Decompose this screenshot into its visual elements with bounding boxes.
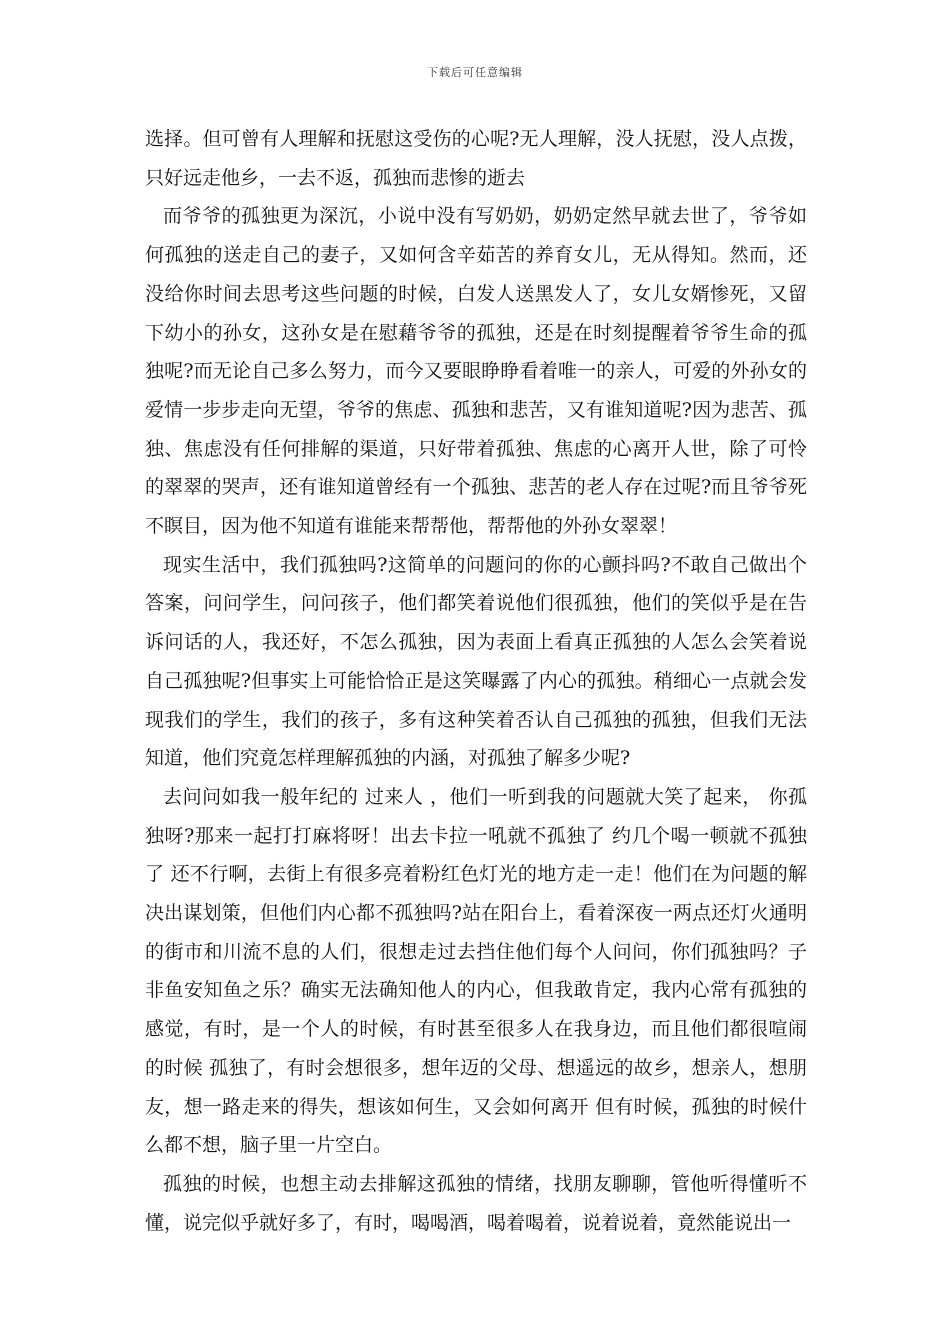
paragraph-5: 孤独的时候，也想主动去排解这孤独的情绪，找朋友聊聊，管他听得懂听不懂，说完似乎就好多了，有时，喝喝酒，喝着喝着，说着说着，竟然能说出一	[145, 1172, 807, 1234]
paragraph-3: 现实生活中，我们孤独吗?这简单的问题问的你的心颤抖吗?不敢自己做出个答案，问问学生，问问孩子，他们都笑着说他们很孤独，他们的笑似乎是在告诉问话的人，我还好，不怎么孤独，因为表面上看真正孤独的人怎么会笑着说自己孤独呢?但事实上可能恰恰正是这笑曝露了内心的孤独。稍细心一点就会发现我们的学生，我们的孩子，多有这种笑着否认自己孤独的孤独，但我们无法知道，他们究竟怎样理解孤独的内涵，对孤独了解多少呢?	[145, 553, 807, 770]
paragraph-2: 而爷爷的孤独更为深沉，小说中没有写奶奶，奶奶定然早就去世了，爷爷如何孤独的送走自己的妻子，又如何含辛茹苦的养育女儿，无从得知。然而，还没给你时间去思考这些问题的时候，白发人送黑发人了，女儿女婿惨死，又留下幼小的孙女，这孙女是在慰藉爷爷的孤独，还是在时刻提醒着爷爷生命的孤独呢?而无论自己多么努力，而今又要眼睁睁看着唯一的亲人，可爱的外孙女的爱情一步步走向无望，爷爷的焦虑、孤独和悲苦，又有谁知道呢?因为悲苦、孤独、焦虑没有任何排解的渠道，只好带着孤独、焦虑的心离开人世，除了可怜的翠翠的哭声，还有谁知道曾经有一个孤独、悲苦的老人存在过呢?而且爷爷死不瞑目，因为他不知道有谁能来帮帮他，帮帮他的外孙女翠翠！	[145, 205, 807, 538]
page-header: 下载后可任意编辑	[427, 66, 523, 79]
paragraph-1: 选择。但可曾有人理解和抚慰这受伤的心呢?无人理解，没人抚慰，没人点拨，只好远走他乡，一去不返，孤独而悲惨的逝去	[145, 128, 807, 189]
body-text	[145, 120, 807, 1242]
paragraph-4: 去问问如我一般年纪的 过来人 ，他们一听到我的问题就大笑了起来， 你孤独呀?那来一起打打麻将呀！出去卡拉一吼就不孤独了 约几个喝一顿就不孤独了 还不行啊，去街上有很多亮着粉红色灯光的地方走一走！他们在为问题的解决出谋划策，但他们内心都不孤独吗?站在阳台上，看着深夜一两点还灯火通明的街市和川流不息的人们，很想走过去挡住他们每个人问问，你们孤独吗？子非鱼安知鱼之乐？确实无法确知他人的内心，但我敢肯定，我内心常有孤独的感觉，有时，是一个人的时候，有时甚至很多人在我身边，而且他们都很喧闹的时候 孤独了，有时会想很多，想年迈的父母、想遥远的故乡，想亲人，想朋友，想一路走来的得失，想该如何生，又会如何离开 但有时候，孤独的时候什么都不想，脑子里一片空白。	[145, 785, 807, 1157]
